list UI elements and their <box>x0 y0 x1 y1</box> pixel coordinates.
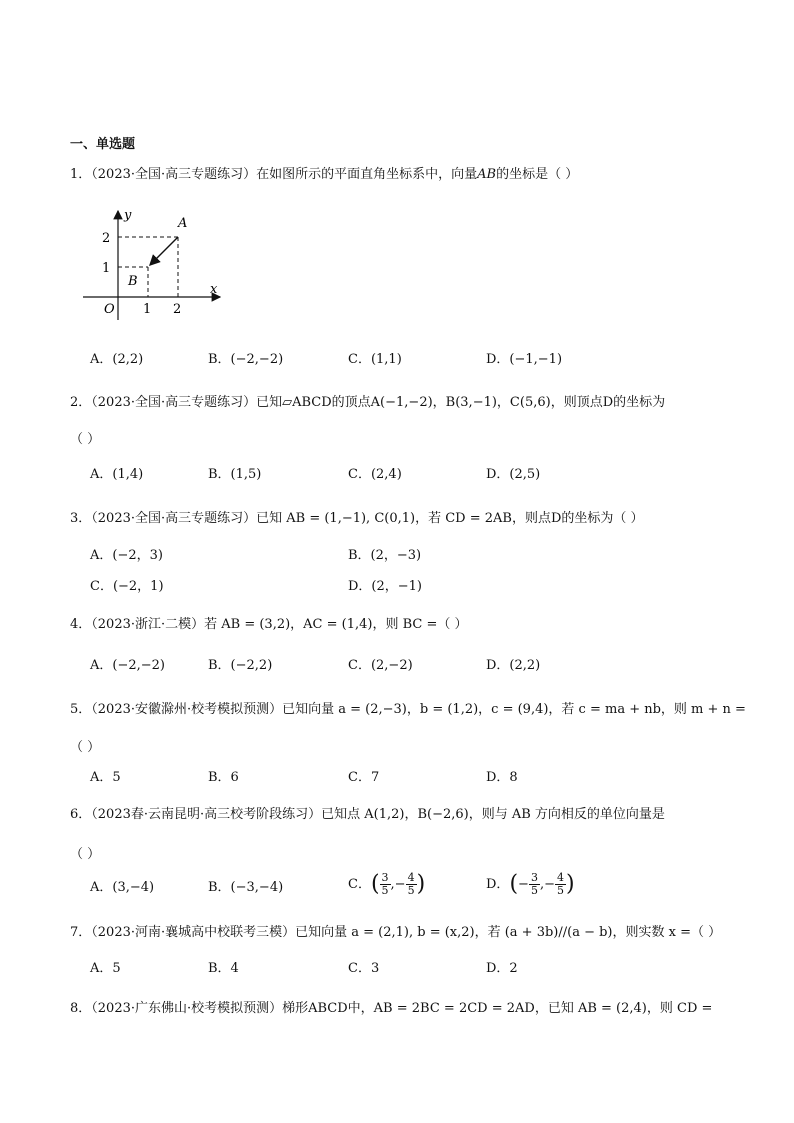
q1-coordinate-figure <box>78 205 228 320</box>
question-1-stem <box>70 166 578 184</box>
q7-option-c[interactable]: C．3 <box>348 961 380 976</box>
q2-option-c[interactable]: C．(2,4) <box>348 467 402 482</box>
q4-option-c[interactable]: C．(2,−2) <box>348 658 413 673</box>
q3-option-c[interactable]: C．(−2，1) <box>90 579 164 594</box>
q5-option-b[interactable]: B．6 <box>208 770 239 785</box>
q4-option-a[interactable]: A．(−2,−2) <box>90 658 165 673</box>
y-axis-label: y <box>124 208 132 223</box>
q6-option-c-letter: C． <box>348 877 371 892</box>
q7-option-d[interactable]: D．2 <box>486 961 518 976</box>
question-5-stem: 5．（2023·安徽滁州·校考模拟预测）已知向量 a = (2,−3)，b = (1,2)，c = (9,4)，若 c = ma + nb，则 m + n = <box>70 702 746 717</box>
tick-x1: 1 <box>143 302 152 317</box>
q6-option-d-letter: D． <box>486 877 510 892</box>
q2-option-a[interactable]: A．(1,4) <box>90 467 144 482</box>
x-axis-label: x <box>210 282 218 297</box>
q6-c-frac1: $\frac{3}{5}$ <box>381 871 389 897</box>
q5-option-a[interactable]: A．5 <box>90 770 121 785</box>
q3-option-a[interactable]: A．(−2，3) <box>90 548 163 563</box>
q1-option-d[interactable]: D．(−1,−1) <box>486 352 563 367</box>
question-2-stem: 2．（2023·全国·高三专题练习）已知▱ABCD的顶点A(−1,−2)，B(3,−1)，C(5,6)，则顶点D的坐标为 <box>70 395 666 410</box>
tick-y1: 1 <box>102 261 111 276</box>
q5-option-d[interactable]: D．8 <box>486 770 518 785</box>
question-4-stem: 4．（2023·浙江·二模）若 AB = (3,2)，AC = (1,4)，则 BC =（ ） <box>70 617 468 632</box>
origin-label: O <box>104 302 115 317</box>
question-8-stem: 8．（2023·广东佛山·校考模拟预测）梯形ABCD中，AB = 2BC = 2CD = 2AD，已知 AB = (2,4)，则 CD = <box>70 1001 713 1016</box>
point-a-label: A <box>178 216 188 231</box>
q4-option-d[interactable]: D．(2,2) <box>486 658 541 673</box>
q6-d-frac2: $\frac{4}{5}$ <box>556 871 564 897</box>
q3-option-b[interactable]: B．(2，−3) <box>348 548 422 563</box>
section-title: 一、单选题 <box>70 137 136 152</box>
question-6-stem: 6．（2023春·云南昆明·高三校考阶段练习）已知点 A(1,2)，B(−2,6)，则与 AB 方向相反的单位向量是 <box>70 807 665 822</box>
point-b-label: B <box>128 274 138 289</box>
question-7-stem: 7．（2023·河南·襄城高中校联考三模）已知向量 a = (2,1), b = (x,2)，若 (a + 3b)//(a − b)，则实数 x =（ ） <box>70 925 722 940</box>
q1-stem-text: 1．（2023·全国·高三专题练习）在如图所示的平面直角坐标系中，向量 <box>70 167 478 182</box>
q3-option-d[interactable]: D．(2，−1) <box>348 579 423 594</box>
q6-option-d[interactable]: D．(− $\frac{3}{5}$ ,− $\frac{4}{5}$ ) <box>486 871 575 897</box>
tick-y2: 2 <box>102 231 111 246</box>
q6-option-a[interactable]: A．(3,−4) <box>90 880 155 895</box>
q7-option-b[interactable]: B．4 <box>208 961 239 976</box>
question-3-stem: 3．（2023·全国·高三专题练习）已知 AB = (1,−1), C(0,1)，若 CD = 2AB，则点D的坐标为（ ） <box>70 511 644 526</box>
q2-answer-paren: （ ） <box>70 432 101 447</box>
q4-option-b[interactable]: B．(−2,2) <box>208 658 273 673</box>
q7-option-a[interactable]: A．5 <box>90 961 121 976</box>
q1-option-a[interactable]: A．(2,2) <box>90 352 144 367</box>
tick-x2: 2 <box>173 302 182 317</box>
q1-option-c[interactable]: C．(1,1) <box>348 352 402 367</box>
q6-option-c[interactable]: C．( $\frac{3}{5}$ ,− $\frac{4}{5}$ ) <box>348 871 426 897</box>
q6-answer-paren: （ ） <box>70 847 101 862</box>
q2-option-d[interactable]: D．(2,5) <box>486 467 541 482</box>
q6-d-frac1: $\frac{3}{5}$ <box>530 871 538 897</box>
q6-option-b[interactable]: B．(−3,−4) <box>208 880 284 895</box>
q1-stem-tail: 的坐标是（ ） <box>496 167 579 182</box>
q5-option-c[interactable]: C．7 <box>348 770 380 785</box>
q1-vector: AB <box>477 167 497 182</box>
vector-ab <box>150 237 178 265</box>
q1-option-b[interactable]: B．(−2,−2) <box>208 352 284 367</box>
q6-c-frac2: $\frac{4}{5}$ <box>407 871 415 897</box>
q2-option-b[interactable]: B．(1,5) <box>208 467 262 482</box>
q5-answer-paren: （ ） <box>70 740 101 755</box>
